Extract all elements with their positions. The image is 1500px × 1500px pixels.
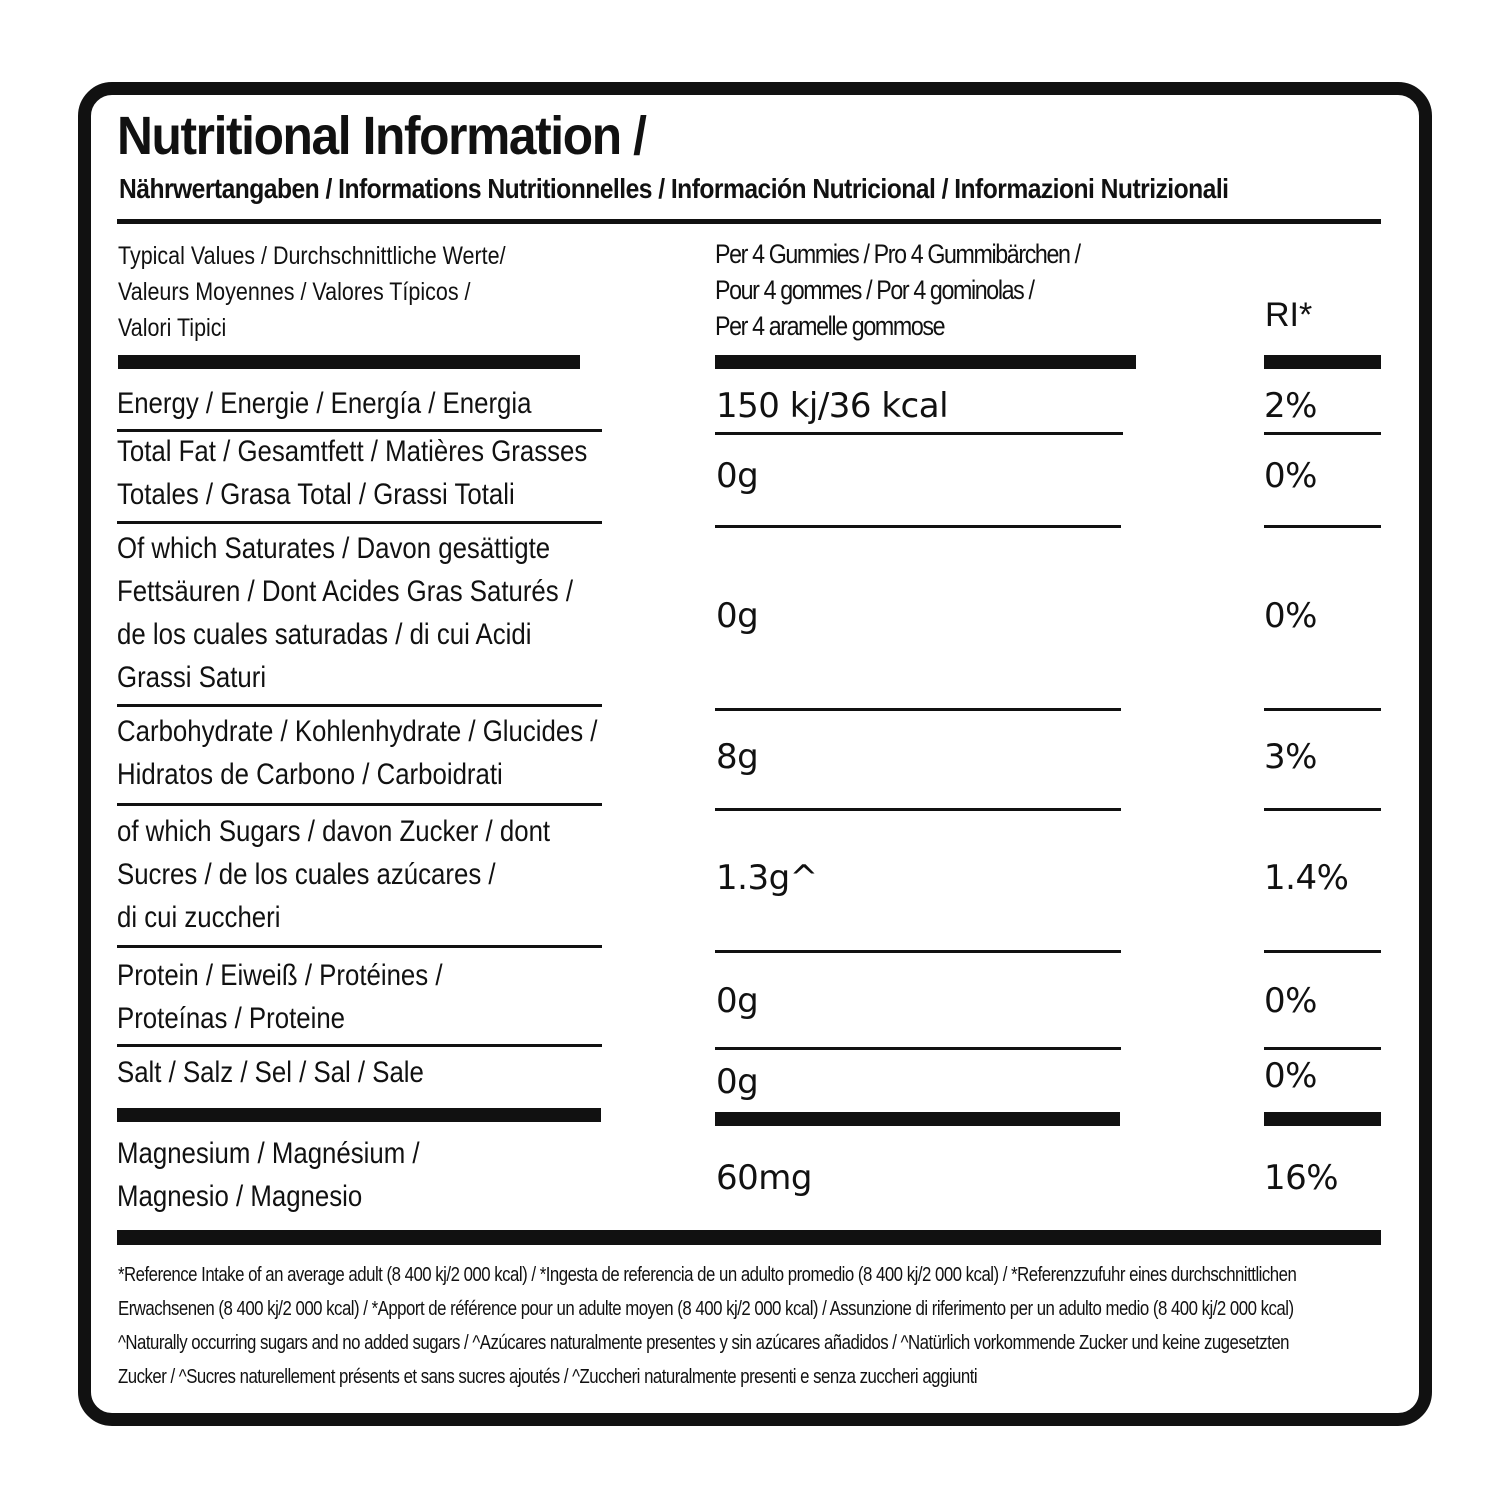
nutrient-label-sugars (117, 810, 550, 939)
row-divider (1264, 525, 1381, 528)
nutrient-value-total-fat: 0g (716, 456, 759, 496)
nutrient-label-magnesium (117, 1132, 420, 1218)
nutrient-label-carbohydrate (117, 710, 597, 796)
row-divider (715, 950, 1121, 953)
row-divider (1264, 708, 1381, 711)
section-rule-mid (715, 1112, 1120, 1126)
footnote-line: *Reference Intake of an average adult (8 400 kj/2 000 kcal) / *Ingesta de referencia de un adulto promedio (8 400 kj/2 000 kcal) / *Referenzzufuhr eines durchschnittlichen (118, 1264, 1297, 1286)
footnote-line: Erwachsenen (8 400 kj/2 000 kcal) / *Apport de référence pour un adulte moyen (8 400 kj/2 000 kcal) / Assunzione di riferimento per un adulto medio (8 400 kj/2 000 kcal) (118, 1298, 1294, 1320)
nutrient-label-line: Proteínas / Proteine (117, 1002, 346, 1035)
nutrient-ri-salt: 0% (1264, 1056, 1317, 1096)
per-serving-line: Per 4 aramelle gommose (715, 311, 945, 341)
nutrient-ri-energy: 2% (1264, 386, 1317, 426)
nutrient-label-line: Magnesium / Magnésium / (117, 1137, 420, 1170)
nutrient-value-salt: 0g (716, 1062, 759, 1102)
nutrient-value-saturates: 0g (716, 596, 759, 636)
nutrient-ri-total-fat: 0% (1264, 456, 1317, 496)
row-divider (715, 808, 1121, 811)
row-divider (715, 1047, 1121, 1050)
nutrient-label-line: Protein / Eiweiß / Protéines / (117, 959, 443, 992)
nutrient-label-saturates (117, 527, 573, 699)
bottom-rule (117, 1230, 1381, 1245)
footnote-line: ^Naturally occurring sugars and no added sugars / ^Azúcares naturalmente presentes y sin azúcares añadidos / ^Natürlich vorkommende Zucker und keine zugesetzten (118, 1332, 1290, 1354)
nutrient-label-line: of which Sugars / davon Zucker / dont (117, 815, 551, 848)
nutrient-ri-magnesium: 16% (1264, 1158, 1339, 1198)
typical-values-line: Typical Values / Durchschnittliche Werte/ (118, 242, 506, 270)
header-rule-left (118, 355, 580, 369)
nutrient-value-protein: 0g (716, 981, 759, 1021)
nutrient-label-total-fat (117, 430, 587, 516)
row-divider (117, 1044, 602, 1047)
typical-values-line: Valori Tipici (118, 314, 227, 342)
footnote-line: Zucker / ^Sucres naturellement présents et sans sucres ajoutés / ^Zuccheri naturalmente presenti e senza zuccheri aggiunti (118, 1366, 978, 1388)
nutrient-label-line: Carbohydrate / Kohlenhydrate / Glucides / (117, 715, 598, 748)
nutrient-label-line: de los cuales saturadas / di cui Acidi (117, 618, 532, 651)
header-rule-right (1264, 355, 1381, 369)
nutrient-label-line: Sucres / de los cuales azúcares / (117, 858, 496, 891)
row-divider (117, 803, 602, 806)
nutrient-ri-carbohydrate: 3% (1264, 737, 1317, 777)
nutrient-label-line: Salt / Salz / Sel / Sal / Sale (117, 1056, 424, 1089)
nutrient-ri-protein: 0% (1264, 981, 1317, 1021)
per-serving-header (715, 236, 1080, 344)
ri-header: RI* (1265, 296, 1313, 334)
row-divider (1264, 808, 1381, 811)
nutrient-label-line: Total Fat / Gesamtfett / Matières Grasses (117, 435, 588, 468)
row-divider (715, 525, 1121, 528)
nutrient-label-line: Magnesio / Magnesio (117, 1180, 363, 1213)
per-serving-line: Per 4 Gummies / Pro 4 Gummibärchen / (715, 239, 1080, 269)
nutrient-label-line: di cui zuccheri (117, 901, 281, 934)
footnotes (118, 1258, 1296, 1394)
row-divider (1264, 432, 1381, 435)
nutrient-ri-saturates: 0% (1264, 596, 1317, 636)
row-divider (117, 704, 602, 707)
row-divider (715, 432, 1123, 435)
row-divider (117, 521, 602, 524)
nutrient-label-line: Fettsäuren / Dont Acides Gras Saturés / (117, 575, 574, 608)
row-divider (1264, 950, 1381, 953)
row-divider (1264, 1047, 1381, 1050)
title-rule (117, 219, 1381, 224)
section-rule-left (117, 1108, 601, 1122)
nutrient-label-protein (117, 954, 443, 1040)
section-rule-right (1264, 1112, 1381, 1126)
typical-values-line: Valeurs Moyennes / Valores Típicos / (118, 278, 471, 306)
nutrient-label-line: Energy / Energie / Energía / Energia (117, 387, 532, 420)
header-rule-mid (715, 355, 1136, 369)
row-divider (715, 708, 1121, 711)
nutrient-label-line: Hidratos de Carbono / Carboidrati (117, 758, 503, 791)
per-serving-line: Pour 4 gommes / Por 4 gominolas / (715, 275, 1034, 305)
nutrient-label-line: Grassi Saturi (117, 661, 267, 694)
nutrient-label-energy (117, 382, 531, 425)
nutrient-ri-sugars: 1.4% (1264, 858, 1349, 898)
page-subtitle: Nährwertangaben / Informations Nutritionnelles / Información Nutricional / Informazioni Nutrizionali (119, 173, 1229, 204)
page-title: Nutritional Information / (117, 106, 646, 166)
row-divider (117, 945, 602, 948)
nutrient-label-line: Of which Saturates / Davon gesättigte (117, 532, 551, 565)
nutrient-label-salt (117, 1051, 424, 1094)
nutrient-value-sugars: 1.3g^ (716, 858, 818, 898)
typical-values-header (118, 238, 506, 346)
nutrient-value-energy: 150 kj/36 kcal (716, 386, 949, 426)
nutrient-value-carbohydrate: 8g (716, 737, 759, 777)
nutrient-value-magnesium: 60mg (716, 1158, 812, 1198)
nutrient-label-line: Totales / Grasa Total / Grassi Totali (117, 478, 515, 511)
